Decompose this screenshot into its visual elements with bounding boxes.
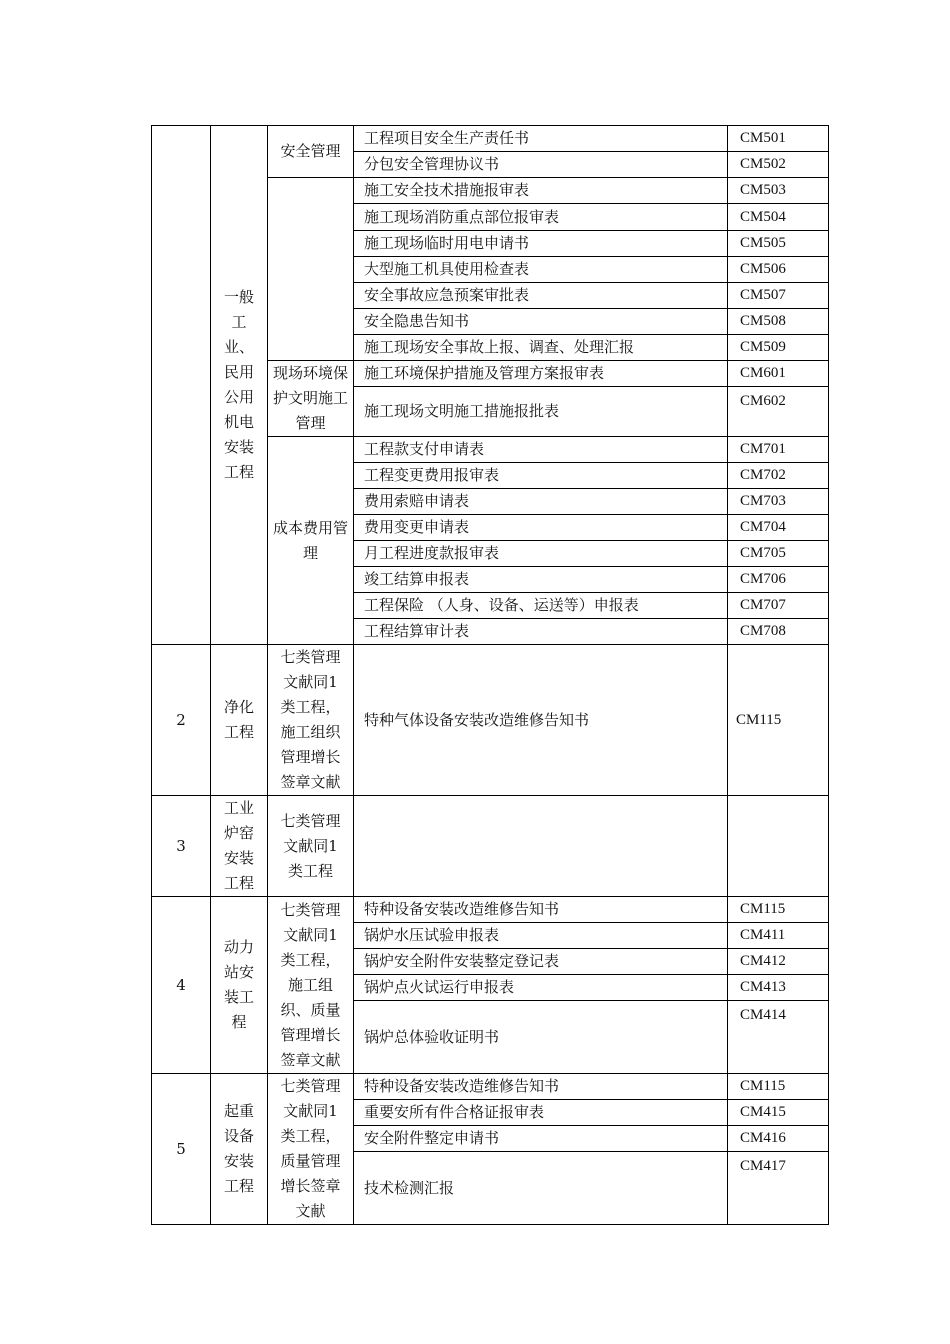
document-name: 分包安全管理协议书 xyxy=(354,152,728,178)
document-code: CM115 xyxy=(728,1074,829,1100)
document-code: CM506 xyxy=(728,257,829,283)
document-name: 施工现场临时用电申请书 xyxy=(354,231,728,257)
document-name: 锅炉水压试验申报表 xyxy=(354,923,728,949)
document-code: CM411 xyxy=(728,923,829,949)
document-name: 施工现场安全事故上报、调查、处理汇报 xyxy=(354,335,728,361)
document-code: CM417 xyxy=(728,1152,829,1225)
row-number-cell: 5 xyxy=(152,1074,211,1225)
document-code: CM707 xyxy=(728,593,829,619)
document-name: 工程保险 （人身、设备、运送等）申报表 xyxy=(354,593,728,619)
document-name: 费用索赔申请表 xyxy=(354,489,728,515)
subcategory-cell xyxy=(268,178,354,361)
document-code: CM115 xyxy=(728,897,829,923)
subcategory-cell: 七类管理 文献同1 类工程， 质量管理 增长签章 文献 xyxy=(268,1074,354,1225)
document-code: CM416 xyxy=(728,1126,829,1152)
document-code: CM601 xyxy=(728,361,829,387)
category-cell: 动力 站安 装工 程 xyxy=(211,897,268,1074)
table-row xyxy=(152,1074,829,1100)
document-code: CM706 xyxy=(728,567,829,593)
document-name: 工程结算审计表 xyxy=(354,619,728,645)
document-name: 施工环境保护措施及管理方案报审表 xyxy=(354,361,728,387)
subcategory-cell: 七类管理 文献同1 类工程， 施工组织 管理增长 签章文献 xyxy=(268,645,354,796)
document-code: CM509 xyxy=(728,335,829,361)
document-code: CM413 xyxy=(728,975,829,1001)
document-name: 施工安全技术措施报审表 xyxy=(354,178,728,204)
document-code: CM507 xyxy=(728,283,829,309)
document-code: CM702 xyxy=(728,463,829,489)
document-code: CM701 xyxy=(728,437,829,463)
document-code: CM502 xyxy=(728,152,829,178)
table-row xyxy=(152,645,829,796)
document-code: CM704 xyxy=(728,515,829,541)
category-cell: 起重 设备 安装 工程 xyxy=(211,1074,268,1225)
document-name: 重要安所有件合格证报审表 xyxy=(354,1100,728,1126)
document-code: CM115 xyxy=(728,645,829,796)
subcategory-cell: 安全管理 xyxy=(268,126,354,178)
subcategory-cell: 现场环境保护文明施工管理 xyxy=(268,361,354,437)
document-code: CM508 xyxy=(728,309,829,335)
document-name: 竣工结算申报表 xyxy=(354,567,728,593)
subcategory-cell: 七类管理 文献同1 类工程， 施工组 织、质量 管理增长 签章文献 xyxy=(268,897,354,1074)
subcategory-cell: 成本费用管理 xyxy=(268,437,354,645)
document-code: CM504 xyxy=(728,204,829,231)
category-cell: 净化 工程 xyxy=(211,645,268,796)
document-code: CM415 xyxy=(728,1100,829,1126)
subcategory-cell: 七类管理 文献同1 类工程 xyxy=(268,796,354,897)
document-name: 工程项目安全生产责任书 xyxy=(354,126,728,152)
document-name: 特种气体设备安装改造维修告知书 xyxy=(354,645,728,796)
document-name: 大型施工机具使用检查表 xyxy=(354,257,728,283)
row-number-cell: 2 xyxy=(152,645,211,796)
document-code: CM505 xyxy=(728,231,829,257)
category-cell: 一般 工 业、 民用 公用 机电 安装 工程 xyxy=(211,126,268,645)
document-name: 锅炉点火试运行申报表 xyxy=(354,975,728,1001)
document-name: 安全隐患告知书 xyxy=(354,309,728,335)
category-cell: 工业 炉窑 安装 工程 xyxy=(211,796,268,897)
document-name: 特种设备安装改造维修告知书 xyxy=(354,1074,728,1100)
document-name: 施工现场文明施工措施报批表 xyxy=(354,387,728,437)
document-code: CM602 xyxy=(728,387,829,437)
document-table xyxy=(151,125,829,1225)
document-code: CM705 xyxy=(728,541,829,567)
document-name: 安全事故应急预案审批表 xyxy=(354,283,728,309)
document-name: 工程款支付申请表 xyxy=(354,437,728,463)
document-name: 费用变更申请表 xyxy=(354,515,728,541)
row-number-cell: 3 xyxy=(152,796,211,897)
document-name: 锅炉安全附件安装整定登记表 xyxy=(354,949,728,975)
row-number-cell: 4 xyxy=(152,897,211,1074)
document-name: 锅炉总体验收证明书 xyxy=(354,1001,728,1074)
document-code: CM503 xyxy=(728,178,829,204)
document-code: CM708 xyxy=(728,619,829,645)
row-number-cell xyxy=(152,126,211,645)
document-code: CM414 xyxy=(728,1001,829,1074)
document-code: CM501 xyxy=(728,126,829,152)
document-code: CM412 xyxy=(728,949,829,975)
document-name: 特种设备安装改造维修告知书 xyxy=(354,897,728,923)
document-name: 安全附件整定申请书 xyxy=(354,1126,728,1152)
document-name: 月工程进度款报审表 xyxy=(354,541,728,567)
document-code xyxy=(728,796,829,897)
document-code: CM703 xyxy=(728,489,829,515)
document-name xyxy=(354,796,728,897)
document-name: 工程变更费用报审表 xyxy=(354,463,728,489)
table-row xyxy=(152,897,829,923)
table-row xyxy=(152,796,829,897)
table-row xyxy=(152,126,829,152)
document-name: 技术检测汇报 xyxy=(354,1152,728,1225)
document-name: 施工现场消防重点部位报审表 xyxy=(354,204,728,231)
